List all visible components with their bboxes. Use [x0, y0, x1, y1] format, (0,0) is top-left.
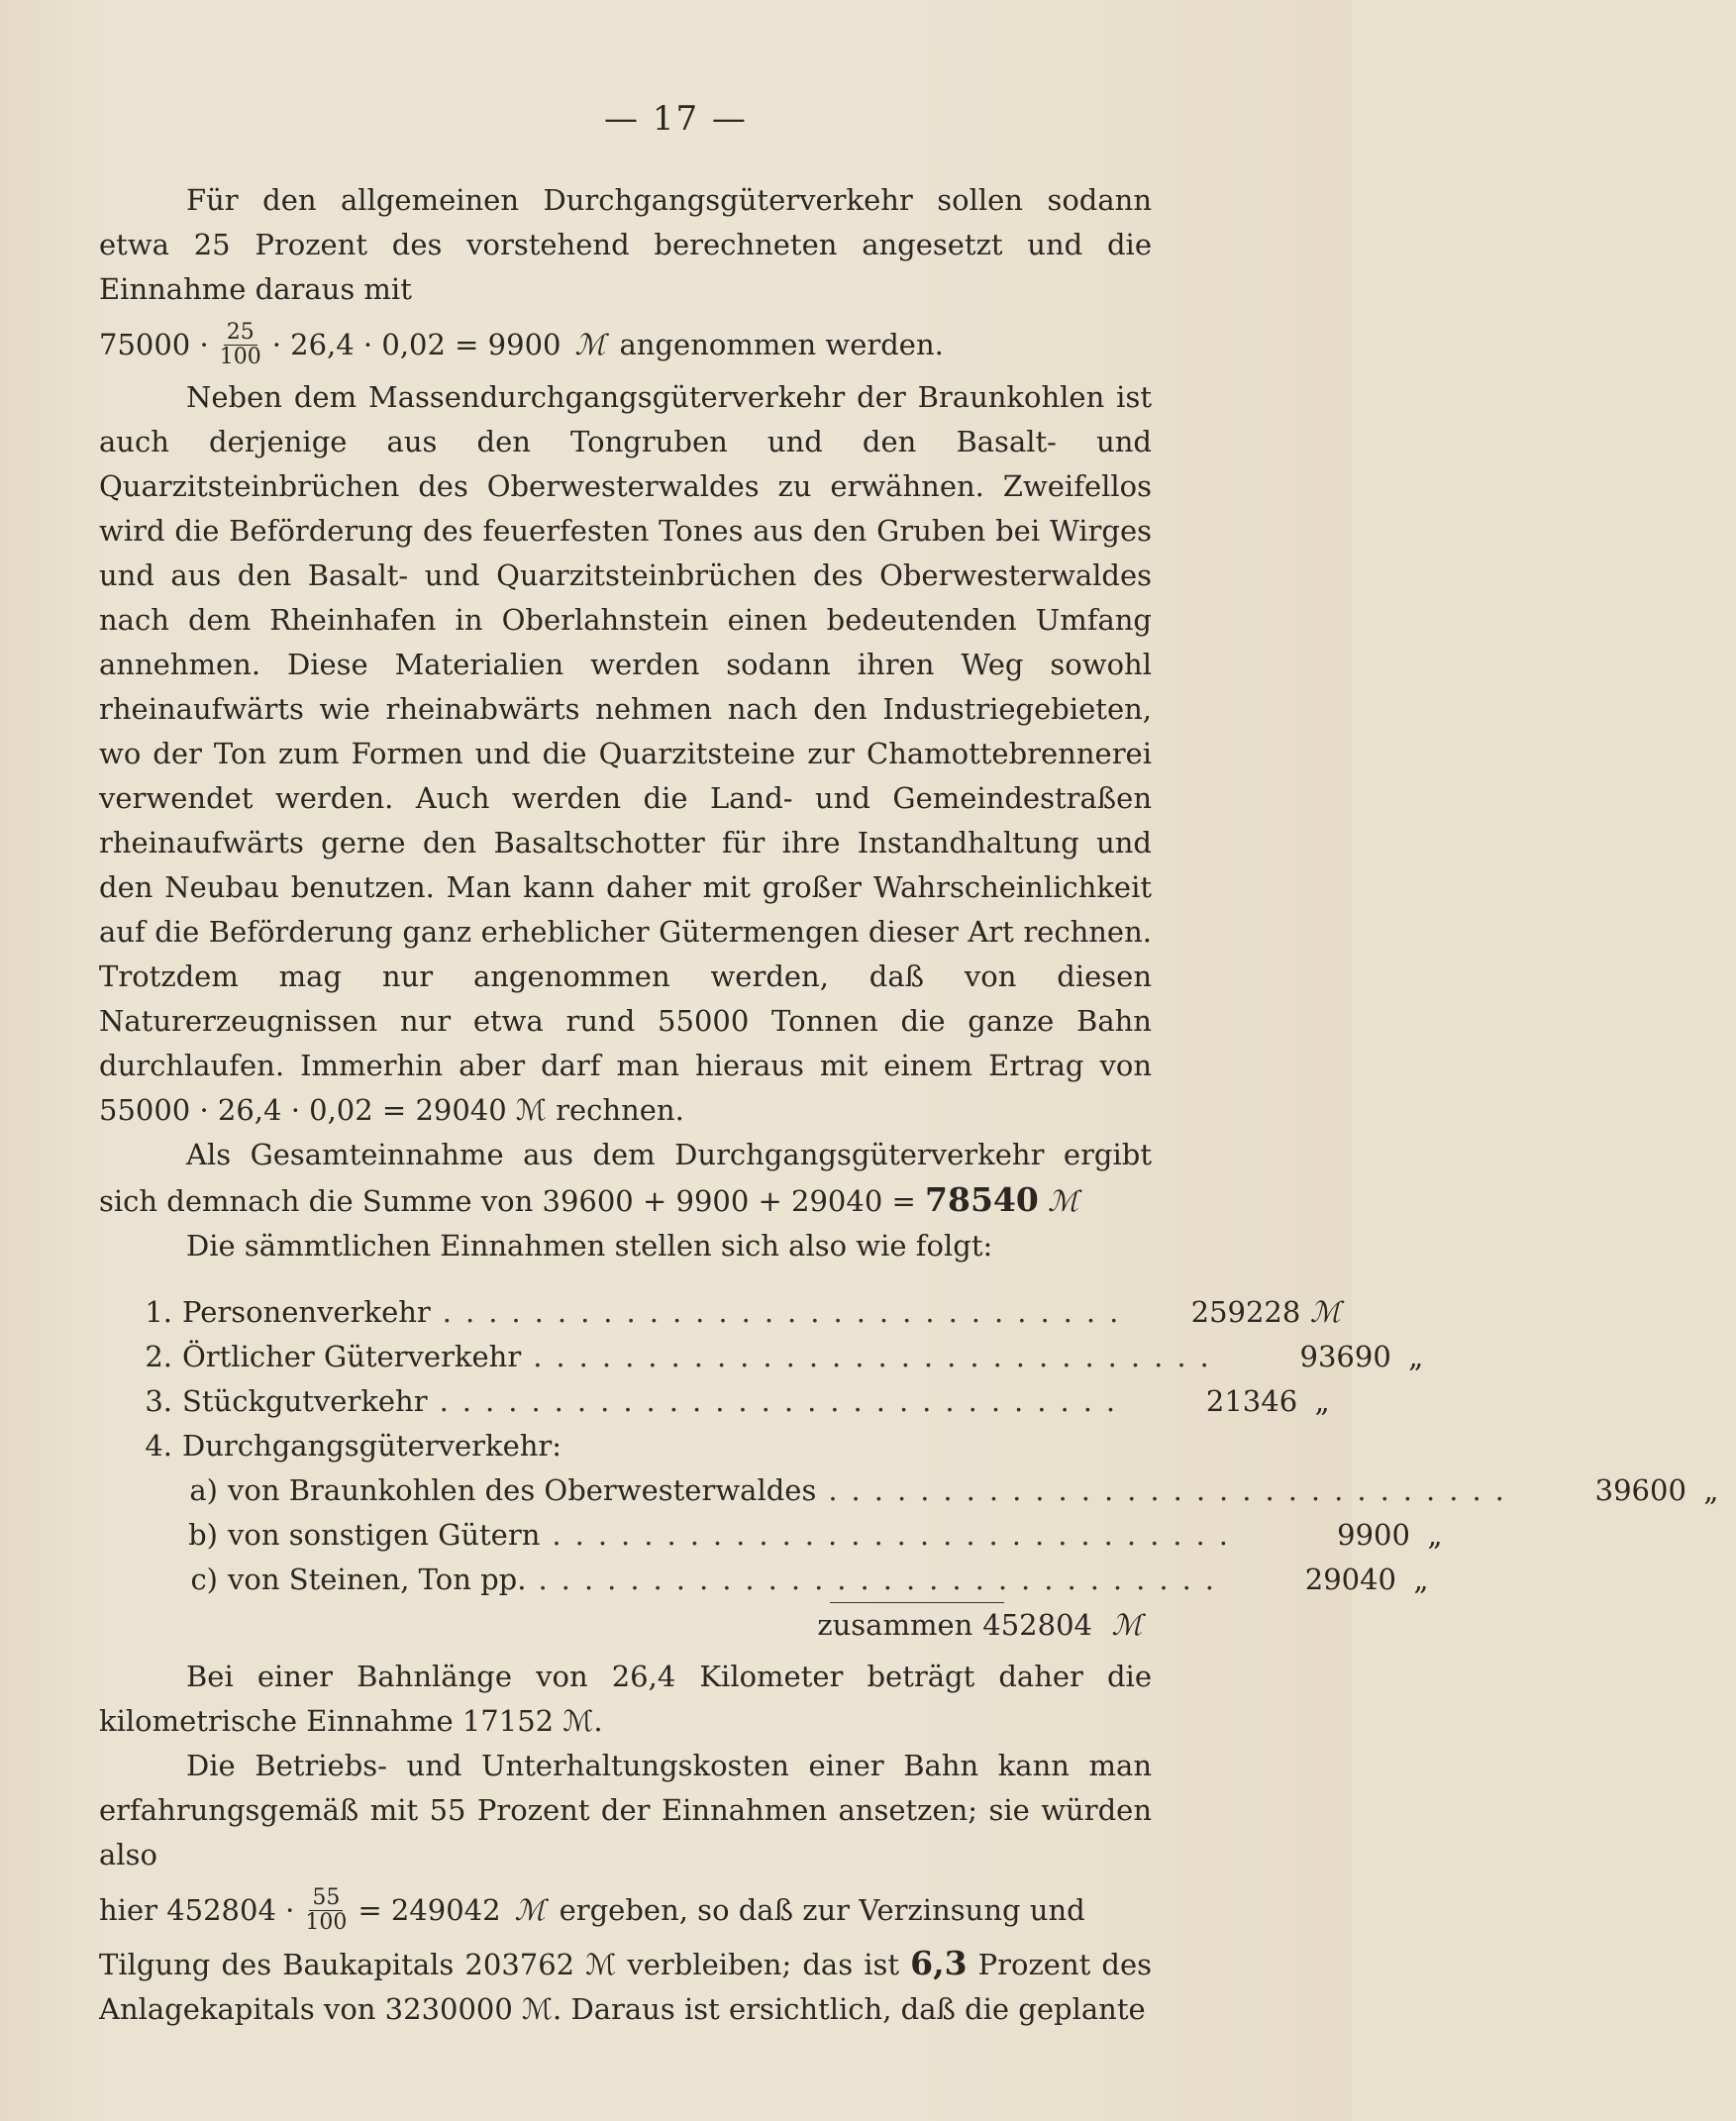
mark-symbol: ℳ	[514, 1892, 546, 1927]
subitem-unit: „	[1427, 1518, 1443, 1552]
list-item	[99, 1290, 1341, 1335]
formula-line-1	[99, 314, 1152, 375]
list-subitem	[99, 1513, 1443, 1558]
income-list	[99, 1290, 1719, 1651]
subitem-label: von Steinen, Ton pp.	[228, 1563, 527, 1596]
list-subitem	[99, 1468, 1719, 1513]
item-amount: 259228	[1190, 1295, 1301, 1329]
page-number: — 17 —	[604, 99, 748, 139]
durchgang-total: 78540	[925, 1180, 1039, 1219]
formula-2-left: hier 452804 ·	[99, 1892, 295, 1927]
list-item	[99, 1424, 1152, 1468]
page-body	[99, 178, 1719, 2032]
paragraph-5: Bei einer Bahnlänge von 26,4 Kilometer beträgt daher die kilometrische Einnahme 17152 ℳ.	[99, 1660, 1152, 1738]
item-number: 3.	[145, 1384, 172, 1418]
total-amount: 452804	[982, 1608, 1092, 1642]
paragraph-2: Neben dem Massendurchgangsgüterverkehr der Braunkohlen ist auch derjenige aus den Tongruben und den Basalt- und Quarzitsteinbrüchen des Oberwesterwaldes zu erwähnen. Zweifellos wird die Beförderung des feuerfesten Tones aus den Gruben bei Wirges und aus den Basalt- und Quarzitsteinbrüchen des Oberwesterwaldes nach dem Rheinhafen in Oberlahnstein einen bedeutenden Umfang annehmen. Diese Materialien werden sodann ihren Weg sowohl rheinaufwärts wie rheinabwärts nehmen nach den Industriegebieten, wo der Ton zum Formen und die Quarzitsteine zur Chamottebrennerei verwendet werden. Auch werden die Land- und Gemeindestraßen rheinaufwärts gerne den Basaltschotter für ihre Instandhaltung und den Neubau benutzen. Man kann daher mit großer Wahrscheinlichkeit auf die Beförderung ganz erheblicher Gütermengen dieser Art rechnen. Trotzdem mag nur angenommen werden, daß von diesen Naturerzeugnissen nur etwa rund 55000 Tonnen die ganze Bahn durchlaufen. Immerhin aber darf man hieraus mit einem Ertrag von 55000 · 26,4 · 0,02 = 29040 ℳ rechnen.	[99, 380, 1152, 1127]
paragraph-3	[99, 1133, 1152, 1224]
item-unit: ℳ	[1309, 1295, 1341, 1329]
fraction-denominator: 100	[219, 344, 261, 369]
item-label: Durchgangsgüterverkehr:	[182, 1429, 562, 1463]
leader-dots: ..............................	[828, 1473, 1518, 1507]
subitem-letter: a)	[189, 1473, 218, 1507]
subitem-amount: 29040	[1304, 1563, 1397, 1596]
formula-1-tail: angenommen werden.	[619, 327, 944, 361]
subitem-letter: c)	[190, 1563, 218, 1596]
list-subitem	[99, 1558, 1429, 1602]
subitem-label: von Braunkohlen des Oberwesterwaldes	[228, 1473, 817, 1507]
paragraph-6-text-a: Tilgung des Baukapitals 203762 ℳ verbleiben; das ist	[99, 1948, 899, 1981]
subitem-unit: „	[1703, 1473, 1719, 1507]
list-item	[99, 1379, 1330, 1424]
formula-2-tail: ergeben, so daß zur Verzinsung und	[559, 1892, 1085, 1927]
mark-symbol: ℳ	[574, 327, 606, 361]
paragraph-4: Die sämmtlichen Einnahmen stellen sich also wie folgt:	[186, 1229, 993, 1262]
percentage-bold: 6,3	[910, 1944, 968, 1982]
item-number: 1.	[145, 1295, 172, 1329]
list-item	[99, 1335, 1424, 1379]
item-unit: „	[1314, 1384, 1330, 1418]
leader-dots: ..............................	[538, 1563, 1229, 1596]
item-amount: 93690	[1299, 1340, 1391, 1373]
subitem-label: von sonstigen Gütern	[228, 1518, 541, 1552]
fraction-numerator: 25	[224, 321, 257, 346]
total-unit: ℳ	[1111, 1608, 1143, 1642]
leader-dots: ..............................	[439, 1384, 1130, 1418]
total-row	[99, 1603, 1152, 1651]
paragraph-6: Die Betriebs- und Unterhaltungskosten einer Bahn kann man erfahrungsgemäß mit 55 Prozent der Einnahmen ansetzen; sie würden also	[99, 1749, 1152, 1871]
item-number: 4.	[145, 1429, 172, 1463]
formula-1-left: 75000 ·	[99, 327, 209, 361]
item-label: Stückgutverkehr	[182, 1384, 428, 1418]
item-number: 2.	[145, 1340, 172, 1373]
mark-symbol: ℳ	[1048, 1184, 1079, 1218]
paragraph-1: Für den allgemeinen Durchgangsgüterverkehr sollen sodann etwa 25 Prozent des vorstehend berechneten angesetzt und die Einnahme daraus mit	[99, 183, 1152, 306]
leader-dots: ..............................	[442, 1295, 1133, 1329]
fraction-55-100	[302, 1886, 350, 1935]
formula-2-right: = 249042	[357, 1892, 501, 1927]
formula-1-right: · 26,4 · 0,02 = 9900	[271, 327, 562, 361]
item-unit: „	[1408, 1340, 1424, 1373]
item-label: Personenverkehr	[182, 1295, 431, 1329]
subitem-amount: 39600	[1594, 1473, 1686, 1507]
fraction-numerator: 55	[309, 1886, 343, 1911]
leader-dots: ..............................	[533, 1340, 1223, 1373]
fraction-25-100	[217, 321, 264, 369]
item-label: Örtlicher Güterverkehr	[182, 1340, 522, 1373]
fraction-denominator: 100	[305, 1909, 348, 1935]
leader-dots: ..............................	[552, 1518, 1242, 1552]
subitem-letter: b)	[188, 1518, 218, 1552]
subitem-amount: 9900	[1337, 1518, 1410, 1552]
paragraph-3-text: Als Gesamteinnahme aus dem Durchgangsgüterverkehr ergibt sich demnach die Summe von 39600 + 9900 + 29040 =	[99, 1138, 1152, 1218]
formula-line-2	[99, 1879, 1152, 1941]
subitem-unit: „	[1413, 1563, 1429, 1596]
paragraph-6-continued	[99, 1941, 1152, 2032]
paragraph-6-text-b: Prozent des Anlagekapitals von 3230000 ℳ. Daraus ist ersichtlich, daß die geplante	[99, 1948, 1153, 2026]
item-amount: 21346	[1205, 1384, 1298, 1418]
total-label: zusammen	[817, 1608, 973, 1642]
